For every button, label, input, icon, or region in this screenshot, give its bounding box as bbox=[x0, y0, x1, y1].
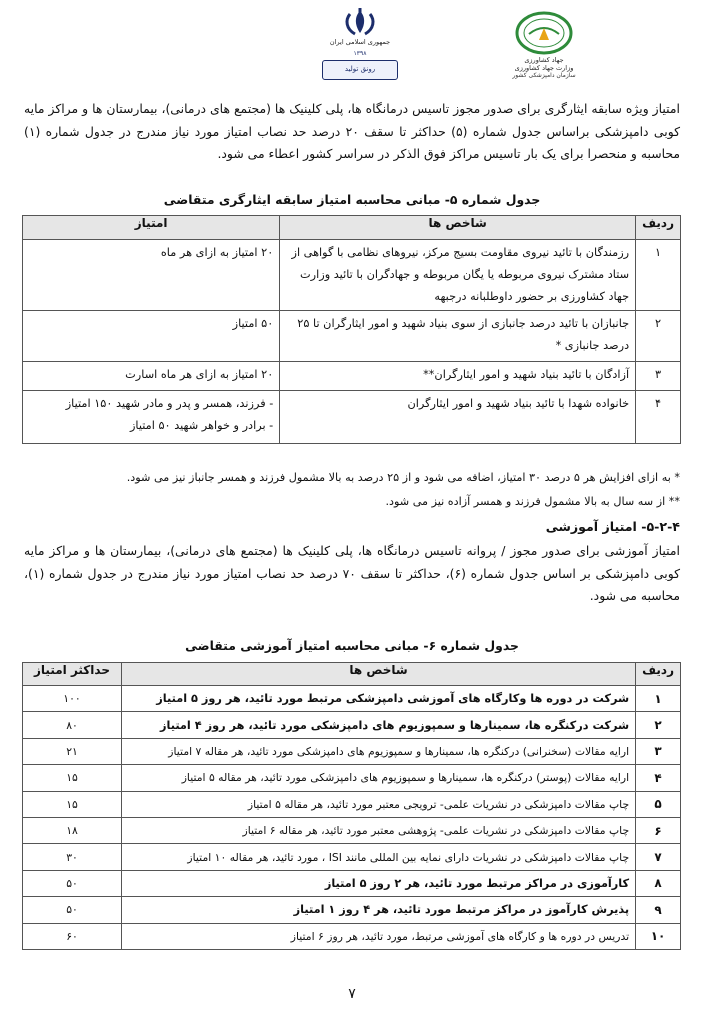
score-line: - برادر و خواهر شهید ۵۰ امتیاز bbox=[129, 419, 274, 432]
criteria-cell: تدریس در دوره ها و کارگاه های آموزشی مرتبط، مورد تائید، هر روز ۶ امتیاز bbox=[122, 923, 636, 949]
score-cell: ۵۰ امتیاز bbox=[23, 311, 280, 362]
row-number: ۷ bbox=[636, 844, 681, 870]
table-row bbox=[23, 686, 681, 712]
production-plaque: رونق تولید bbox=[322, 60, 398, 80]
max-score-cell: ۱۰۰ bbox=[23, 686, 122, 712]
criteria-cell: چاپ مقالات دامپزشکی در نشریات علمی- ترویجی معتبر مورد تائید، هر مقاله ۵ امتیاز bbox=[122, 791, 636, 817]
max-score-cell: ۱۵ bbox=[23, 791, 122, 817]
criteria-cell: ارایه مقالات (سخنرانی) درکنگره ها، سمینارها و سمپوزیوم های دامپزشکی مورد تائید، هر مقاله ۷ امتیاز bbox=[122, 738, 636, 764]
score-cell bbox=[23, 391, 280, 444]
table5-title: جدول شماره ۵- مبانی محاسبه امتیاز سابقه ایثارگری متقاضی bbox=[163, 192, 541, 207]
header-criteria: شاخص ها bbox=[122, 663, 636, 686]
criteria-cell: شرکت در دوره ها وکارگاه های آموزشی دامپزشکی مرتبط مورد تائید، هر روز ۵ امتیاز bbox=[122, 686, 636, 712]
criteria-cell: جانبازان با تائید درصد جانبازی از سوی بنیاد شهید و امور ایثارگران تا ۲۵ درصد جانبازی * bbox=[280, 311, 636, 362]
row-number: ۳ bbox=[636, 738, 681, 764]
score-line: - فرزند، همسر و پدر و مادر شهید ۱۵۰ امتیاز bbox=[65, 397, 274, 410]
criteria-cell: کارآموزی در مراکز مرتبط مورد تائید، هر ۲ روز ۵ امتیاز bbox=[122, 870, 636, 896]
max-score-cell: ۶۰ bbox=[23, 923, 122, 949]
header-row-number: ردیف bbox=[636, 663, 681, 686]
table-row bbox=[23, 311, 681, 362]
row-number: ۱ bbox=[636, 686, 681, 712]
row-number: ۱ bbox=[636, 240, 681, 311]
header-row-number: ردیف bbox=[636, 216, 681, 240]
intro-paragraph: امتیاز ویژه سابقه ایثارگری برای صدور مجوز تاسیس درمانگاه ها، پلی کلینیک ها (مجتمع های درمانی)، بیمارستان ها و مراکز مایه کوبی دامپزشکی براساس جدول شماره (۵) حداکثر تا سقف ۲۰ درصد حد نصاب امتیاز مورد نیاز مندرج در جدول شماره (۱) محاسبه و منحصرا برای یک بار تاسیس مراکز فوق الذکر در سراسر کشور اعطاء می شود. bbox=[24, 101, 680, 161]
criteria-cell: پذیرش کارآموز در مراکز مرتبط مورد تائید، هر ۴ روز ۱ امتیاز bbox=[122, 897, 636, 923]
max-score-cell: ۵۰ bbox=[23, 897, 122, 923]
page-number: ۷ bbox=[348, 986, 356, 1002]
max-score-cell: ۲۱ bbox=[23, 738, 122, 764]
table-row bbox=[23, 870, 681, 896]
table-row bbox=[23, 791, 681, 817]
section-heading: ۵-۲-۴- امتیاز آموزشی bbox=[545, 519, 680, 534]
criteria-cell: رزمندگان با تائید نیروی مقاومت بسیج مرکز، نیروهای نظامی با گواهی از ستاد مشترک نیروی مربوطه یا یگان مربوطه و جهادگران با تائید وزارت جهاد کشاورزی بر حضور داوطلبانه درجبهه bbox=[280, 240, 636, 311]
table-row bbox=[23, 240, 681, 311]
ministry-logo-text: جهاد کشاورزی bbox=[524, 56, 564, 64]
table5 bbox=[22, 215, 681, 444]
table-row bbox=[23, 844, 681, 870]
table-header-row bbox=[23, 216, 681, 240]
criteria-cell: چاپ مقالات دامپزشکی در نشریات علمی- پژوهشی معتبر مورد تائید، هر مقاله ۶ امتیاز bbox=[122, 817, 636, 843]
table-header-row bbox=[23, 663, 681, 686]
criteria-cell: آزادگان با تائید بنیاد شهید و امور ایثارگران** bbox=[280, 362, 636, 391]
table6-title: جدول شماره ۶- مبانی محاسبه امتیاز آموزشی متقاضی bbox=[185, 638, 519, 653]
table-row bbox=[23, 738, 681, 764]
table-row bbox=[23, 897, 681, 923]
row-number: ۵ bbox=[636, 791, 681, 817]
max-score-cell: ۸۰ bbox=[23, 712, 122, 738]
max-score-cell: ۵۰ bbox=[23, 870, 122, 896]
footnote: * به ازای افزایش هر ۵ درصد ۳۰ امتیاز، اضافه می شود و از ۲۵ درصد به بالا مشمول فرزند و همسر جانباز نیز می شود. bbox=[126, 471, 680, 484]
iran-emblem-logo bbox=[310, 8, 410, 80]
table-row bbox=[23, 765, 681, 791]
max-score-cell: ۱۵ bbox=[23, 765, 122, 791]
education-paragraph: امتیاز آموزشی برای صدور مجوز / پروانه تاسیس درمانگاه ها، پلی کلینیک ها (مجتمع های درمانی)، بیمارستان ها و مراکز مایه کوبی دامپزشکی بر اساس جدول شماره (۶)، حداکثر تا سقف ۷۰ درصد حد نصاب امتیاز مورد نیاز مندرج در جدول شماره (۱)، محاسبه می شود. bbox=[24, 543, 680, 603]
footnote: ** از سه سال به بالا مشمول فرزند و همسر آزاده نیز می شود. bbox=[385, 495, 680, 508]
criteria-cell: چاپ مقالات دامپزشکی در نشریات دارای نمایه بین المللی مانند ISI ، مورد تائید، هر مقاله ۱۰ امتیاز bbox=[122, 844, 636, 870]
score-cell: ۲۰ امتیاز به ازای هر ماه اسارت bbox=[23, 362, 280, 391]
table-row bbox=[23, 712, 681, 738]
plaque-year: ۱۳۹۸ bbox=[353, 50, 367, 57]
row-number: ۸ bbox=[636, 870, 681, 896]
max-score-cell: ۱۸ bbox=[23, 817, 122, 843]
row-number: ۴ bbox=[636, 391, 681, 444]
ministry-emblem-icon bbox=[515, 10, 573, 56]
table-row bbox=[23, 391, 681, 444]
header-max-score: حداکثر امتیاز bbox=[23, 663, 122, 686]
criteria-cell: شرکت درکنگره ها، سمینارها و سمپوزیوم های دامپزشکی مورد تائید، هر روز ۴ امتیاز bbox=[122, 712, 636, 738]
score-cell: ۲۰ امتیاز به ازای هر ماه bbox=[23, 240, 280, 311]
row-number: ۲ bbox=[636, 311, 681, 362]
row-number: ۱۰ bbox=[636, 923, 681, 949]
iran-emblem-icon bbox=[342, 8, 378, 38]
criteria-cell: ارایه مقالات (پوستر) درکنگره ها، سمینارها و سمپوزیوم های دامپزشکی مورد تائید، هر مقاله ۵ امتیاز bbox=[122, 765, 636, 791]
row-number: ۶ bbox=[636, 817, 681, 843]
row-number: ۴ bbox=[636, 765, 681, 791]
table-row bbox=[23, 362, 681, 391]
table-row bbox=[23, 923, 681, 949]
max-score-cell: ۳۰ bbox=[23, 844, 122, 870]
table-row bbox=[23, 817, 681, 843]
header-score: امتیاز bbox=[23, 216, 280, 240]
row-number: ۳ bbox=[636, 362, 681, 391]
ministry-logo bbox=[484, 10, 604, 79]
row-number: ۹ bbox=[636, 897, 681, 923]
table6 bbox=[22, 662, 681, 950]
ministry-logo-sub: سازمان دامپزشکی کشور bbox=[512, 72, 576, 79]
header-criteria: شاخص ها bbox=[280, 216, 636, 240]
row-number: ۲ bbox=[636, 712, 681, 738]
ministry-logo-caption: وزارت جهاد کشاورزی bbox=[514, 64, 574, 72]
criteria-cell: خانواده شهدا با تائید بنیاد شهید و امور ایثارگران bbox=[280, 391, 636, 444]
emblem-caption: جمهوری اسلامی ایران bbox=[329, 38, 391, 46]
